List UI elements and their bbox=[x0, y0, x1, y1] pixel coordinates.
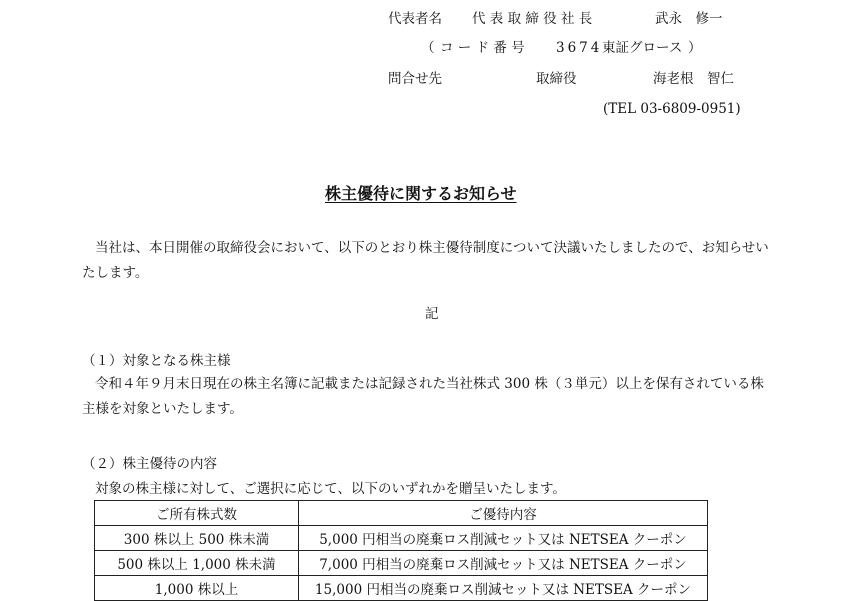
table-row bbox=[95, 551, 708, 576]
section1-body: 令和４年９月末日現在の株主名簿に記載または記録された当社株式 300 株（３単元）以上を保有されている株主様を対象といたします。 bbox=[82, 376, 764, 417]
shares-cell: 1,000 株以上 bbox=[95, 576, 299, 601]
stock-market: 東証グロース bbox=[602, 40, 683, 56]
intro-paragraph: 当社は、本日開催の取締役会において、以下のとおり株主優待制度について決議いたしましたので、お知らせいたします。 bbox=[82, 240, 769, 281]
shares-cell: 300 株以上 500 株未満 bbox=[95, 526, 299, 551]
table-row bbox=[95, 526, 708, 551]
contact-label: 問合せ先 bbox=[388, 71, 442, 87]
stock-code-number: 3674 bbox=[556, 40, 603, 56]
benefit-cell: 5,000 円相当の廃棄ロス削減セット又は NETSEA クーポン bbox=[299, 526, 708, 551]
contact-name: 海老根 智仁 bbox=[653, 71, 734, 87]
code-close-paren: ） bbox=[688, 40, 702, 56]
benefits-table bbox=[94, 500, 708, 601]
contact-tel: (TEL 03-6809-0951) bbox=[603, 101, 741, 117]
table-row bbox=[95, 576, 708, 601]
code-open-paren: （ bbox=[421, 40, 435, 56]
page-title: 株主優待に関するお知らせ bbox=[325, 184, 517, 203]
benefit-cell: 15,000 円相当の廃棄ロス削減セット又は NETSEA クーポン bbox=[299, 576, 708, 601]
section2-heading: （２）株主優待の内容 bbox=[82, 456, 217, 472]
section2-intro: 対象の株主様に対して、ご選択に応じて、以下のいずれかを贈呈いたします。 bbox=[95, 481, 566, 497]
header-benefit: ご優待内容 bbox=[299, 501, 708, 526]
stock-code-label: コ ー ド 番 号 bbox=[440, 40, 525, 56]
representative-title: 代 表 取 締 役 社 長 bbox=[472, 11, 593, 27]
header-shares: ご所有株式数 bbox=[95, 501, 299, 526]
ki-marker: 記 bbox=[425, 306, 439, 322]
section1-heading: （１）対象となる株主様 bbox=[82, 353, 231, 369]
shares-cell: 500 株以上 1,000 株未満 bbox=[95, 551, 299, 576]
contact-title: 取締役 bbox=[536, 71, 577, 87]
table-header-row bbox=[95, 501, 708, 526]
representative-label: 代表者名 bbox=[388, 11, 442, 27]
benefit-cell: 7,000 円相当の廃棄ロス削減セット又は NETSEA クーポン bbox=[299, 551, 708, 576]
representative-name: 武永 修一 bbox=[655, 11, 723, 27]
